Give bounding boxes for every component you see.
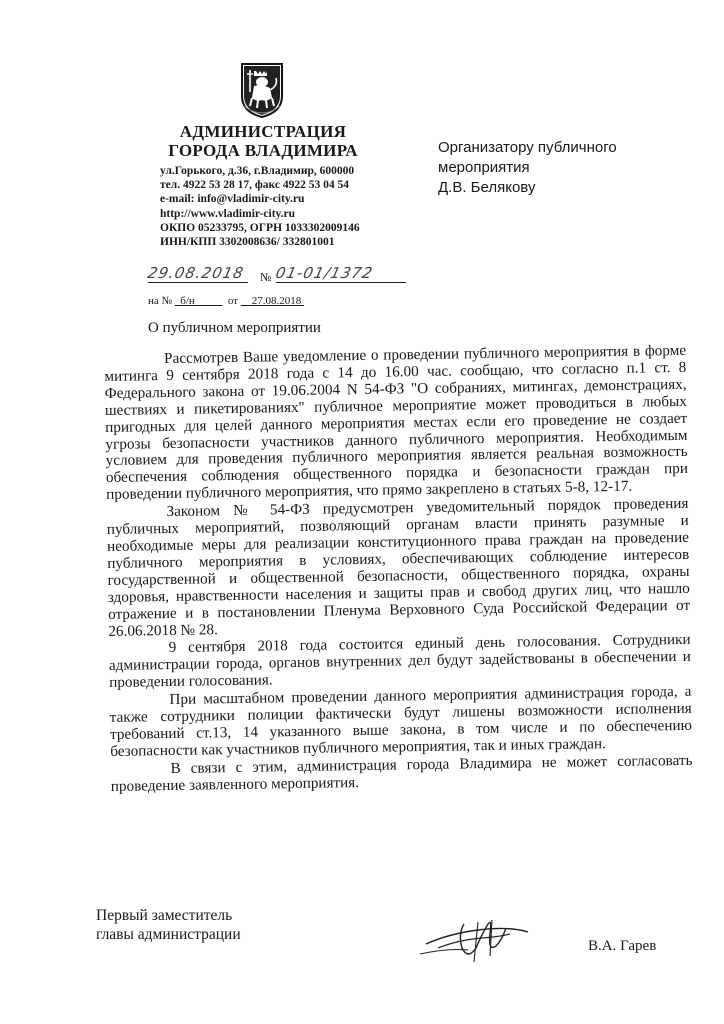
website-line: http://www.vladimir-city.ru (160, 207, 296, 220)
recipient-line2: мероприятия (438, 159, 530, 176)
registration-date-value: 29.08.2018 (146, 264, 246, 282)
body-paragraph: Рассмотрев Ваше уведомление о проведении публичного мероприятия в форме митинга 9 сентября 2018 года с 14 до 16.00 час. сообщаю, что согласно п.1 ст. 8 Федерального закона от 19.06.2004 N 54-ФЗ "О собраниях, митингах, демонстрациях, шествиях и пикетированиях" публичное мероприятие может проводиться в любых пригодных для целей данного мероприятия местах если его проведение не создает угрозы безопасности участников данного публичного мероприятия. Необходимым условием для проведения публичного мероприятия является реальная возможность обеспечения соблюдения общественного порядка и безопасности граждан при проведении публичного мероприятия, что прямо закреплено в статьях 5-8, 12-17. (104, 341, 689, 504)
coat-of-arms-icon (240, 62, 284, 118)
sender-block (118, 122, 408, 249)
registration-line (148, 264, 408, 286)
org-name-line1: АДМИНИСТРАЦИЯ (179, 122, 347, 141)
org-name-line2: ГОРОДА ВЛАДИМИРА (168, 141, 358, 160)
body-paragraph: Законом № 54-ФЗ предусмотрен уведомительный порядок проведения публичных мероприятий, позволяющий органам власти принять разумные и необходимые меры для реализации конституционного права граждан на проведение публичного мероприятия в условиях, обеспечивающих соблюдение интересов государственной и общественной безопасности, общественного порядка, охраны здоровья, нравственности населения и защиты прав и свобод других лиц, что нашло отражение и в постановлении Пленума Верховного Суда Российской Федерации от 26.06.2018 № 28. (106, 494, 691, 640)
recipient-block (438, 138, 678, 198)
body-paragraph: При масштабном проведении данного мероприятия администрация города, а также сотрудники полиции фактически будут лишены возможности исполнения требований ст.13, 14 указанного выше закона, в том числе и по обеспечению безопасности как участников публичного мероприятия, так и иных граждан. (109, 682, 693, 760)
letter-subject: О публичном мероприятии (148, 320, 321, 336)
handwritten-signature (418, 904, 538, 966)
registration-number-label: № (260, 270, 272, 284)
org-contacts (118, 164, 408, 249)
signer-title (96, 906, 241, 944)
reference-number: б/н (180, 295, 195, 307)
signer-title-line1: Первый заместитель (96, 907, 233, 924)
recipient-name: Д.В. Белякову (438, 179, 536, 196)
registration-number (276, 264, 406, 283)
address-line: ул.Горького, д.36, г.Владимир, 600000 (160, 165, 355, 177)
letter-body (104, 343, 693, 796)
reference-from-label: от (227, 295, 238, 307)
signer-title-line2: главы администрации (96, 926, 241, 943)
email-line: e-mail: info@vladimir-city.ru (160, 193, 305, 206)
reference-prefix: на № (148, 295, 173, 307)
recipient-line1: Организатору публичного (438, 139, 617, 156)
registration-date (148, 264, 248, 283)
inn-kpp-line: ИНН/КПП 3302008636/ 332801001 (160, 236, 335, 249)
registration-number-value: 01-01/1372 (274, 264, 375, 282)
okpo-ogrn-line: ОКПО 05233795, ОГРН 1033302009146 (160, 221, 360, 234)
body-paragraph: В связи с этим, администрация города Владимира не может согласовать проведение заявленного мероприятия. (110, 751, 693, 795)
phone-line: тел. 4922 53 28 17, факс 4922 53 04 54 (160, 179, 349, 192)
reference-date: 27.08.2018 (251, 295, 302, 307)
reference-line (148, 295, 304, 307)
signer-name: В.А. Гарев (588, 938, 657, 954)
body-paragraph: 9 сентября 2018 года состоится единый день голосования. Сотрудники администрации города, органов внутренних дел будут задействованы в обеспечении и проведении голосования. (108, 631, 691, 692)
